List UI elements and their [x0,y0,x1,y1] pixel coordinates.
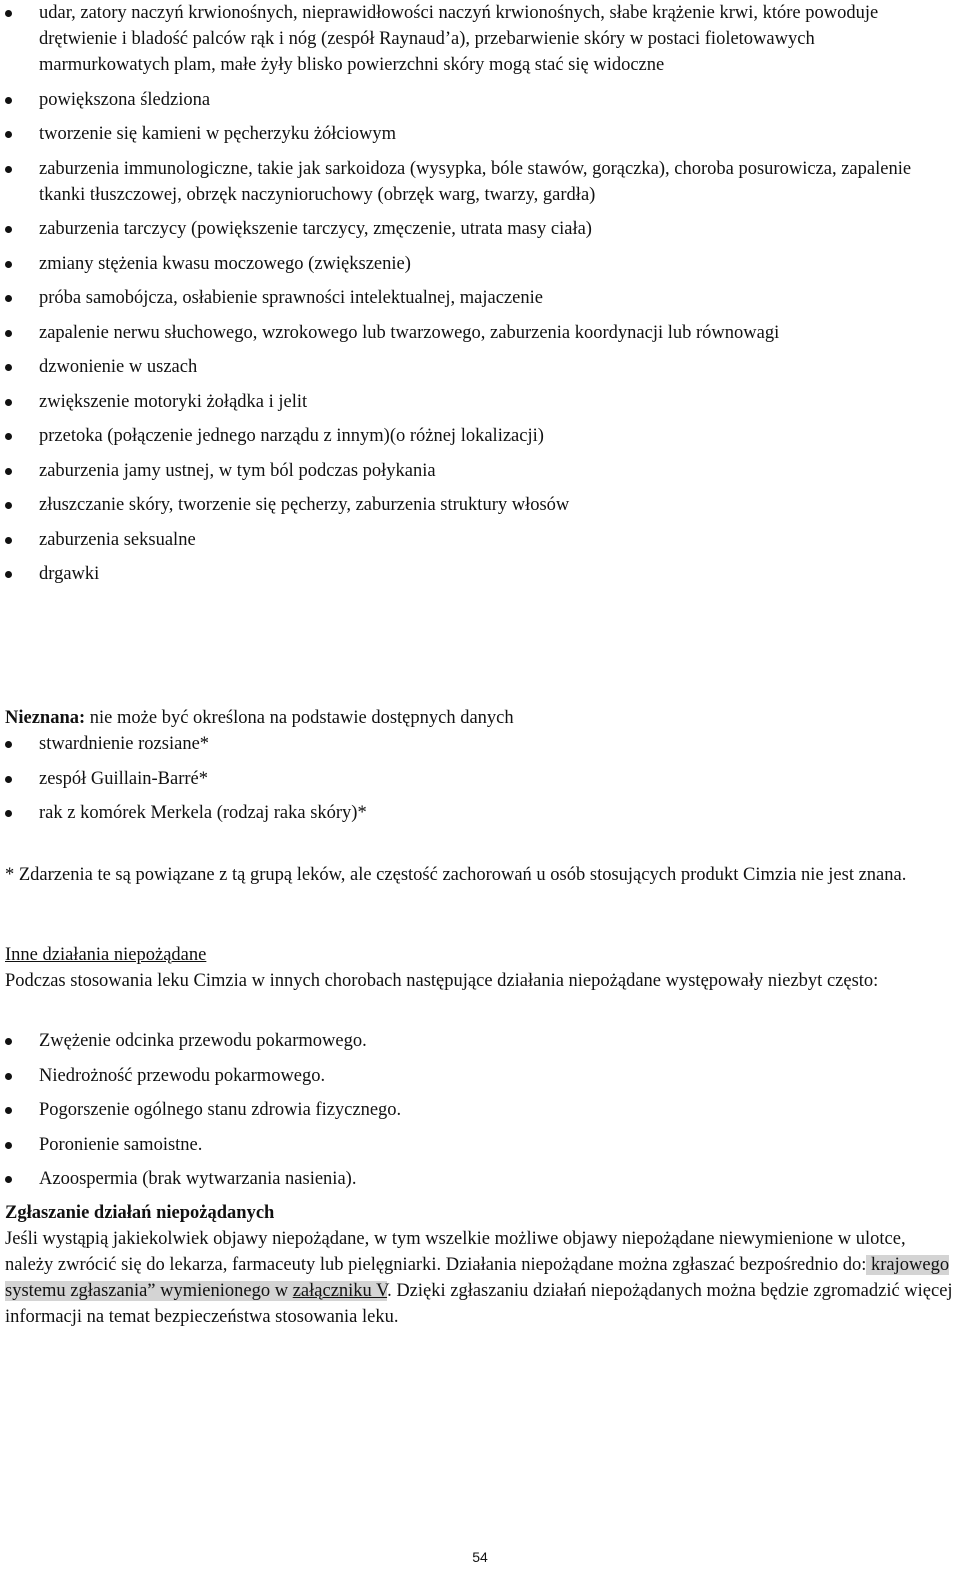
bullet-icon [5,131,12,138]
reporting-highlight: krajowego systemu zgłaszania” wymienionego w [5,1255,950,1301]
list-item-text: dzwonienie w uszach [39,357,198,377]
list-item [0,251,958,277]
list-item-text: zaburzenia immunologiczne, takie jak sarkoidoza (wysypka, bóle stawów, gorączka), choroba posurowicza, zapalenie tkanki tłuszczowej, obrzęk naczynioruchowy (obrzęk warg, twarzy, gardła) [39,158,912,205]
list-item [0,731,958,757]
list-item-text: Poronienie samoistne. [39,1134,203,1155]
list-item [0,156,958,208]
list-item [0,1063,958,1089]
list-item-text: Zwężenie odcinka przewodu pokarmowego. [39,1031,367,1051]
list-item-text: zaburzenia seksualne [39,529,196,550]
bullet-icon [5,468,12,475]
list-item [0,527,958,553]
frequency-unknown-label: Nieznana: [5,708,86,728]
side-effects-list-continued [0,0,958,596]
list-item [0,1132,958,1158]
other-side-effects-intro: Podczas stosowania leku Cimzia w innych chorobach następujące działania niepożądane występowały niezbyt często: [5,971,879,991]
list-item [0,423,958,449]
list-item-text: zaburzenia jamy ustnej, w tym ból podczas połykania [39,460,436,481]
other-side-effects-heading: Inne działania niepożądane [5,945,207,965]
list-item-text: Azoospermia (brak wytwarzania nasienia). [39,1169,357,1189]
reporting-text-before: Jeśli wystąpią jakiekolwiek objawy niepożądane, w tym wszelkie możliwe objawy niepożądane niewymienione w ulotce, należy zwrócić się do lekarza, farmaceuty lub pielęgniarki. Działania niepożądane można zgłaszać bezpośrednio do: [5,1229,906,1275]
bullet-icon [5,330,12,337]
list-item-text: udar, zatory naczyń krwionośnych, nieprawidłowości naczyń krwionośnych, słabe krążenie krwi, które powoduje drętwienie i bladość palców rąk i nóg (zespół Raynaud’a), przebarwienie skóry w postaci fioletowawych marmurkowatych plam, małe żyły blisko powierzchni skóry mogą stać się widoczne [39,3,879,75]
list-item-text: zapalenie nerwu słuchowego, wzrokowego lub twarzowego, zaburzenia koordynacji lub równowagi [39,322,780,343]
list-item-text: tworzenie się kamieni w pęcherzyku żółciowym [39,124,397,144]
list-item [0,1097,958,1123]
reporting-heading: Zgłaszanie działań niepożądanych [5,1203,275,1223]
bullet-icon [5,433,12,440]
bullet-icon [5,399,12,406]
bullet-icon [5,364,12,371]
bullet-icon [5,776,12,783]
annex-v-link[interactable]: załączniku V [292,1281,388,1301]
list-item [0,561,958,587]
reporting-paragraph [5,1226,955,1330]
list-item-text: zmiany stężenia kwasu moczowego (zwiększenie) [39,253,411,274]
list-item [0,87,958,113]
list-item [0,0,958,78]
bullet-icon [5,166,12,173]
bullet-icon [5,741,12,748]
bullet-icon [5,1038,12,1045]
bullet-icon [5,502,12,509]
list-item-text: zespół Guillain-Barré* [39,768,209,789]
list-item [0,216,958,242]
list-item [0,121,958,147]
bullet-icon [5,1142,12,1149]
reporting-text-after: . Dzięki zgłaszaniu działań niepożądanych można będzie zgromadzić więcej informacji na temat bezpieczeństwa stosowania leku. [5,1281,953,1327]
list-item-text: Niedrożność przewodu pokarmowego. [39,1065,326,1086]
bullet-icon [5,571,12,578]
other-side-effects-list [0,1028,958,1201]
list-item-text: stwardnienie rozsiane* [39,734,210,754]
frequency-unknown-list [0,731,958,835]
list-item-text: zwiększenie motoryki żołądka i jelit [39,391,308,412]
bullet-icon [5,10,12,17]
list-item-text: drgawki [39,564,100,584]
list-item [0,458,958,484]
footnote: * Zdarzenia te są powiązane z tą grupą leków, ale częstość zachorowań u osób stosujących produkt Cimzia nie jest znana. [5,865,907,885]
list-item [0,766,958,792]
list-item-text: próba samobójcza, osłabienie sprawności intelektualnej, majaczenie [39,288,543,308]
list-item-text: Pogorszenie ogólnego stanu zdrowia fizycznego. [39,1100,402,1120]
bullet-icon [5,810,12,817]
list-item [0,1028,958,1054]
list-item-text: rak z komórek Merkela (rodzaj raka skóry)* [39,803,367,823]
list-item-text: złuszczanie skóry, tworzenie się pęcherzy, zaburzenia struktury włosów [39,495,570,515]
page-number: 54 [472,1549,488,1565]
bullet-icon [5,261,12,268]
list-item [0,354,958,380]
list-item [0,285,958,311]
bullet-icon [5,1107,12,1114]
bullet-icon [5,97,12,104]
frequency-unknown-text: nie może być określona na podstawie dostępnych danych [85,708,514,728]
bullet-icon [5,1176,12,1183]
list-item-text: zaburzenia tarczycy (powiększenie tarczycy, zmęczenie, utrata masy ciała) [39,219,592,239]
bullet-icon [5,537,12,544]
bullet-icon [5,295,12,302]
bullet-icon [5,1073,12,1080]
bullet-icon [5,226,12,233]
list-item [0,492,958,518]
list-item-text: przetoka (połączenie jednego narządu z innym)(o różnej lokalizacji) [39,426,544,446]
list-item [0,800,958,826]
list-item [0,320,958,346]
frequency-unknown-heading [5,705,955,731]
list-item [0,1166,958,1192]
list-item [0,389,958,415]
list-item-text: powiększona śledziona [39,89,211,110]
